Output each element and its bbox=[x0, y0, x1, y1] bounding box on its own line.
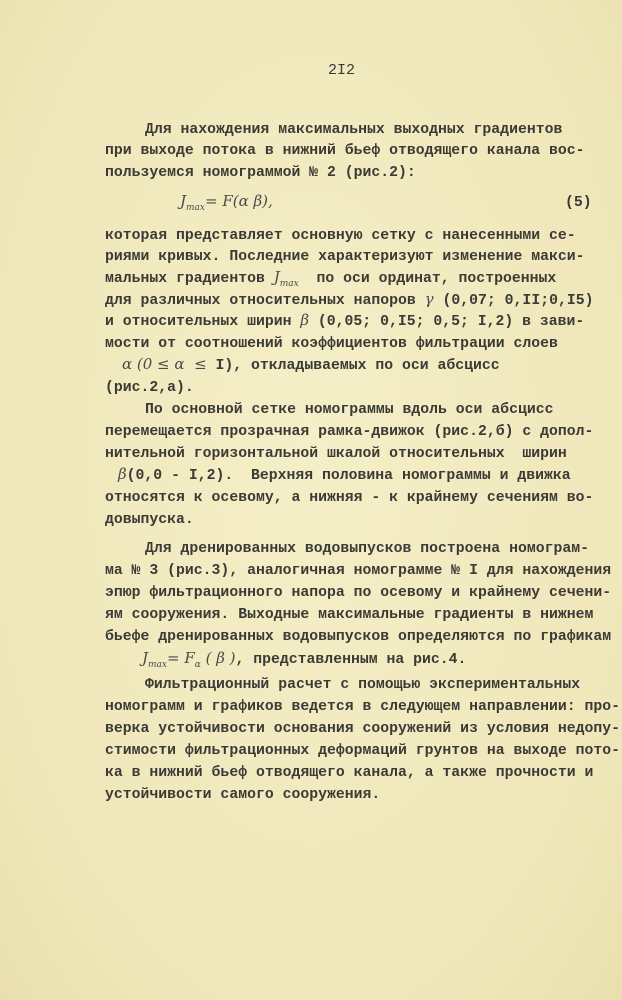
text-line bbox=[105, 313, 584, 331]
text-line bbox=[105, 292, 593, 310]
text-line: ям сооружения. Выходные максимальные градиенты в нижнем bbox=[105, 607, 594, 623]
page-number: 2I2 bbox=[328, 62, 356, 79]
text: мальных градиентов bbox=[105, 271, 274, 287]
text-line: при выходе потока в нижний бьеф отводящего канала вос- bbox=[105, 143, 585, 159]
text-line: ка в нижний бьеф отводящего канала, а также прочности и bbox=[105, 765, 594, 781]
text: для различных относительных напоров bbox=[105, 293, 425, 309]
text-line: пользуемся номограммой № 2 (рис.2): bbox=[105, 165, 416, 181]
beta-symbol: β bbox=[118, 465, 127, 483]
text: , представленным на рис.4. bbox=[235, 652, 467, 668]
text-line: ма № 3 (рис.3), аналогичная номограмме № I для нахождения bbox=[105, 563, 612, 579]
text-line bbox=[122, 357, 500, 375]
text-line bbox=[118, 467, 571, 485]
text: I), откладываемых по оси абсцисс bbox=[206, 358, 500, 374]
formula-symbol: J bbox=[180, 192, 187, 210]
text-line: (рис.2,а). bbox=[105, 380, 194, 396]
text-line bbox=[142, 651, 466, 669]
equation-number: (5) bbox=[565, 195, 592, 211]
formula-subscript: max bbox=[186, 203, 205, 213]
formula-symbol: J bbox=[273, 268, 280, 286]
formula-subscript: max bbox=[279, 279, 299, 289]
formula-subscript: max bbox=[148, 660, 167, 670]
text-line: нительной горизонтальной шкалой относительных ширин bbox=[105, 446, 567, 462]
text-line: Для нахождения максимальных выходных градиентов bbox=[145, 122, 563, 138]
beta-symbol: β bbox=[300, 311, 310, 329]
text: (0,0 - I,2). Верхняя половина номограммы и движка bbox=[126, 468, 571, 484]
text-line: По основной сетке номограммы вдоль оси абсцисс bbox=[145, 402, 554, 418]
formula-body: = F(α β), bbox=[205, 192, 273, 210]
formula-body: = F bbox=[167, 649, 195, 667]
text-line: которая представляет основную сетку с нанесенными се- bbox=[105, 228, 576, 244]
text: по оси ординат, построенных bbox=[298, 271, 557, 287]
text: (0,07; 0,II;0,I5) bbox=[433, 293, 594, 309]
text-line: верка устойчивости основания сооружений из условия недопу- bbox=[105, 721, 621, 737]
formula-symbol: J bbox=[142, 649, 149, 667]
formula-argument: ( β ) bbox=[200, 649, 236, 667]
text-line: перемещается прозрачная рамка-движок (рис.2,б) с допол- bbox=[105, 424, 594, 440]
text-line: устойчивости самого сооружения. bbox=[105, 787, 381, 803]
text-line bbox=[105, 270, 556, 288]
text: (0,05; 0,I5; 0,5; I,2) в зави- bbox=[309, 314, 585, 330]
text-line: Для дренированных водовыпусков построена номограм- bbox=[145, 541, 589, 557]
text-line: относятся к осевому, а нижняя - к крайнему сечениям во- bbox=[105, 490, 594, 506]
text-line: номограмм и графиков ведется в следующем направлении: про- bbox=[105, 699, 621, 715]
formula-5 bbox=[180, 194, 273, 212]
text-line: Фильтрационный расчет с помощью экспериментальных bbox=[145, 677, 581, 693]
text: и относительных ширин bbox=[105, 314, 301, 330]
text-line: мости от соотношений коэффициентов фильтрации слоев bbox=[105, 336, 558, 352]
alpha-range: α (0 ≤ α ≤ bbox=[122, 355, 207, 373]
text-line: довыпуска. bbox=[105, 512, 194, 528]
text-line: эпюр фильтрационного напора по осевому и крайнему сечени- bbox=[105, 585, 612, 601]
text-line: риями кривых. Последние характеризуют изменение макси- bbox=[105, 249, 585, 265]
gamma-symbol: γ bbox=[424, 290, 434, 308]
formula-subscript: α bbox=[194, 660, 201, 670]
text-line: стимости фильтрационных деформаций грунтов на выходе пото- bbox=[105, 743, 621, 759]
text-line: бьефе дренированных водовыпусков определяются по графикам bbox=[105, 629, 612, 645]
